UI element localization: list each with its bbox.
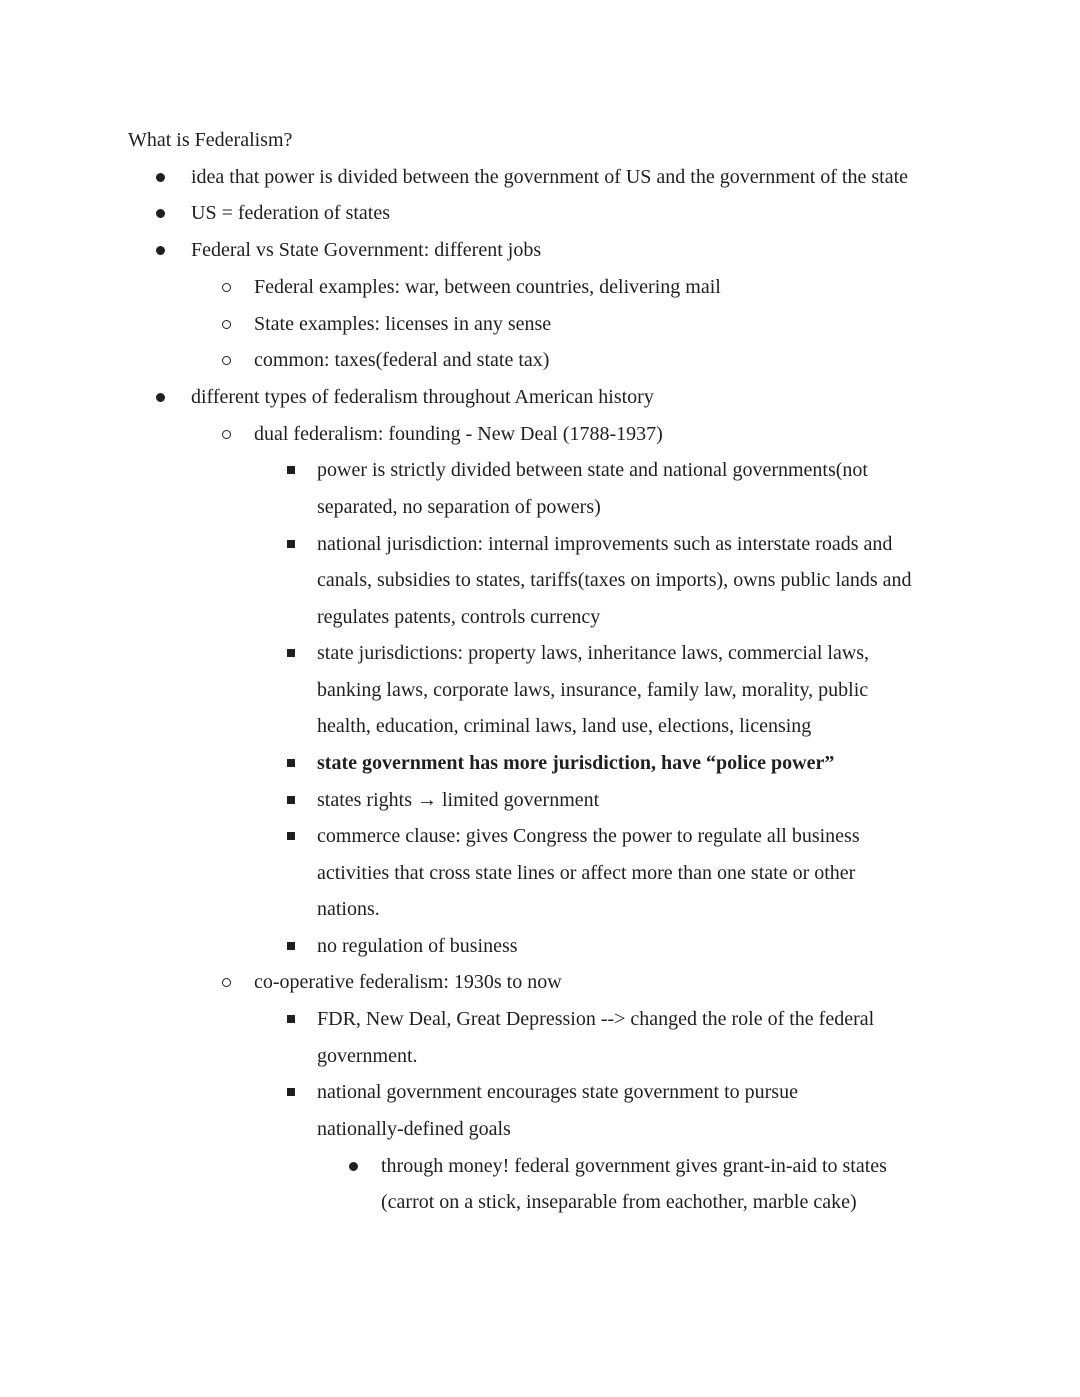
item-continuation: government. [317, 1045, 418, 1067]
item-continuation: banking laws, corporate laws, insurance, family law, morality, public [317, 679, 869, 701]
item-text: state jurisdictions: property laws, inheritance laws, commercial laws, [317, 642, 870, 664]
hollow-circle-bullet-icon [222, 320, 231, 329]
page-title: What is Federalism? [128, 129, 293, 151]
square-bullet-icon [287, 942, 295, 950]
hollow-circle-bullet-icon [222, 978, 231, 987]
square-bullet-icon [287, 540, 295, 548]
item-continuation: activities that cross state lines or affect more than one state or other [317, 862, 856, 884]
item-continuation: regulates patents, controls currency [317, 606, 601, 628]
hollow-circle-bullet-icon [222, 356, 231, 365]
item-continuation: nationally-defined goals [317, 1118, 511, 1140]
sub-bullet-text: common: taxes(federal and state tax) [254, 349, 550, 371]
square-bullet-icon [287, 466, 295, 474]
square-bullet-icon [287, 1015, 295, 1023]
bullet-dot-icon [156, 173, 165, 182]
square-bullet-icon [287, 832, 295, 840]
sub-bullet-text: Federal examples: war, between countries, delivering mail [254, 276, 721, 298]
square-bullet-icon [287, 796, 295, 804]
item-text: through money! federal government gives grant-in-aid to states [381, 1155, 887, 1177]
item-continuation: health, education, criminal laws, land use, elections, licensing [317, 715, 812, 737]
bullet-text: idea that power is divided between the government of US and the government of the state [191, 166, 909, 188]
bullet-text: Federal vs State Government: different jobs [191, 239, 542, 261]
item-text: no regulation of business [317, 935, 518, 957]
square-bullet-icon [287, 649, 295, 657]
item-text: national government encourages state government to pursue [317, 1081, 798, 1103]
item-text: power is strictly divided between state and national governments(not [317, 459, 868, 481]
bullet-dot-icon [349, 1162, 358, 1171]
square-bullet-icon [287, 1088, 295, 1096]
item-text: FDR, New Deal, Great Depression --> changed the role of the federal [317, 1008, 875, 1030]
item-text-bold: state government has more jurisdiction, have “police power” [317, 752, 835, 774]
hollow-circle-bullet-icon [222, 283, 231, 292]
bullet-dot-icon [156, 246, 165, 255]
item-text: national jurisdiction: internal improvements such as interstate roads and [317, 533, 893, 555]
bullet-dot-icon [156, 393, 165, 402]
bullet-text: US = federation of states [191, 202, 391, 224]
sub-bullet-text: co-operative federalism: 1930s to now [254, 971, 562, 993]
item-continuation: nations. [317, 898, 380, 920]
bullet-dot-icon [156, 209, 165, 218]
item-continuation: (carrot on a stick, inseparable from eachother, marble cake) [381, 1191, 857, 1213]
sub-bullet-text: dual federalism: founding - New Deal (1788-1937) [254, 423, 663, 445]
item-text: states rights → limited government [317, 789, 600, 811]
sub-bullet-text: State examples: licenses in any sense [254, 313, 552, 335]
hollow-circle-bullet-icon [222, 430, 231, 439]
square-bullet-icon [287, 759, 295, 767]
item-continuation: separated, no separation of powers) [317, 496, 601, 518]
bullet-text: different types of federalism throughout American history [191, 386, 654, 408]
item-continuation: canals, subsidies to states, tariffs(taxes on imports), owns public lands and [317, 569, 912, 591]
item-text: commerce clause: gives Congress the power to regulate all business [317, 825, 860, 847]
